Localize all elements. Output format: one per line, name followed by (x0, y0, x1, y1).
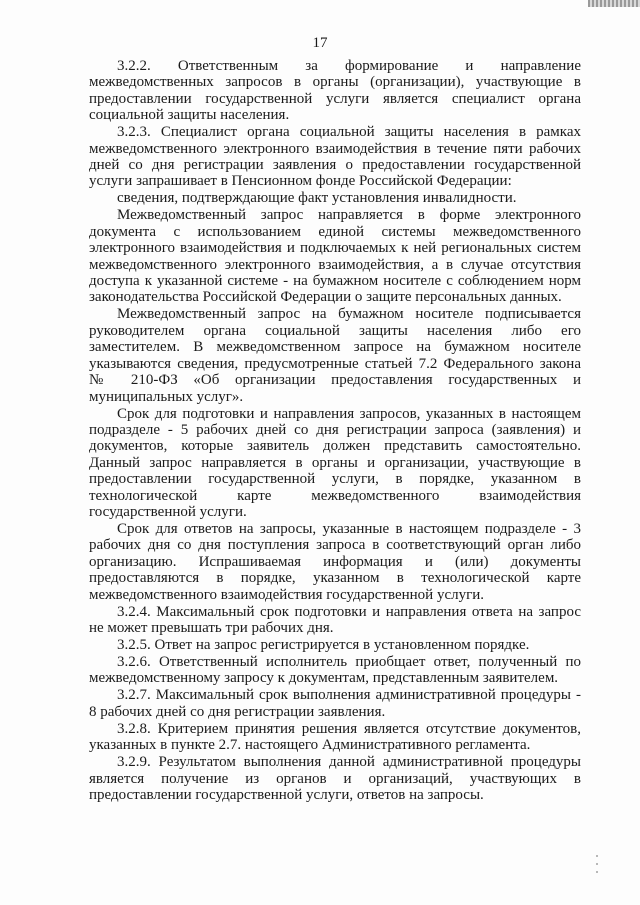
paragraph-paper-request: Межведомственный запрос на бумажном носителе подписывается руководителем органа социальной защиты населения либо его заместителем. В межведомственном запросе на бумажном носителе указываются сведения, предусмотренные статьей 7.2 Федерального закона № 210-ФЗ «Об организации предоставления государственных и муниципальных услуг». (89, 306, 581, 405)
paragraph-3-2-7: 3.2.7. Максимальный срок выполнения административной процедуры - 8 рабочих дней со дня регистрации заявления. (89, 687, 581, 720)
paragraph-3-2-5: 3.2.5. Ответ на запрос регистрируется в установленном порядке. (117, 636, 530, 653)
paragraph-3-2-6: 3.2.6. Ответственный исполнитель приобщает ответ, полученный по межведомственному запросу к документам, представленным заявителем. (89, 653, 581, 687)
scan-edge-dots (596, 855, 600, 875)
paragraph-response-deadline: Срок для ответов на запросы, указанные в настоящем подразделе - 3 рабочих дня со дня поступления запроса в соответствующий орган либо организацию. Испрашиваемая информация и (или) документы предоставляются в порядке, указанном в технологической карте межведомственного взаимодействия государственной услуги. (89, 520, 581, 603)
scan-corner-mark (588, 0, 640, 7)
paragraph-3-2-8: 3.2.8. Критерием принятия решения является отсутствие документов, указанных в пункте 2.7. настоящего Административного регламента. (89, 720, 581, 754)
paragraph-electronic-request: Межведомственный запрос направляется в форме электронного документа с использованием единой системы межведомственного электронного взаимодействия и подключаемых к ней региональных систем межведомственного электронного взаимодействия, а в случае отсутствия доступа к указанной системе - на бумажном носителе с соблюдением норм законодательства Российской Федерации о защите персональных данных. (89, 207, 581, 306)
document-body (89, 58, 581, 804)
page-number: 17 (312, 35, 328, 51)
paragraph-3-2-2: 3.2.2. Ответственным за формирование и направление межведомственных запросов в органы (организации), участвующие в предоставлении государственной услуги является специалист органа социальной защиты населения. (89, 58, 581, 124)
paragraph-disability-info: сведения, подтверждающие факт установления инвалидности. (117, 190, 517, 207)
paragraph-3-2-4: 3.2.4. Максимальный срок подготовки и направления ответа на запрос не может превышать три рабочих дня. (89, 603, 581, 636)
paragraph-3-2-3: 3.2.3. Специалист органа социальной защиты населения в рамках межведомственного электронного взаимодействия в течение пяти рабочих дней со дня регистрации заявления о предоставлении государственной услуги запрашивает в Пенсионном фонде Российской Федерации: (89, 124, 581, 190)
paragraph-request-deadline: Срок для подготовки и направления запросов, указанных в настоящем подразделе - 5 рабочих дней со дня регистрации запроса (заявления) и документов, которые заявитель должен представить самостоятельно. Данный запрос направляется в органы и организации, участвующие в предоставлении государственной услуги, в порядке, указанном в технологической карте межведомственного взаимодействия государственной услуги. (89, 405, 581, 520)
paragraph-3-2-9: 3.2.9. Результатом выполнения данной административной процедуры является получение из органов и организаций, участвующих в предоставлении государственной услуги, ответов на запросы. (89, 754, 581, 803)
